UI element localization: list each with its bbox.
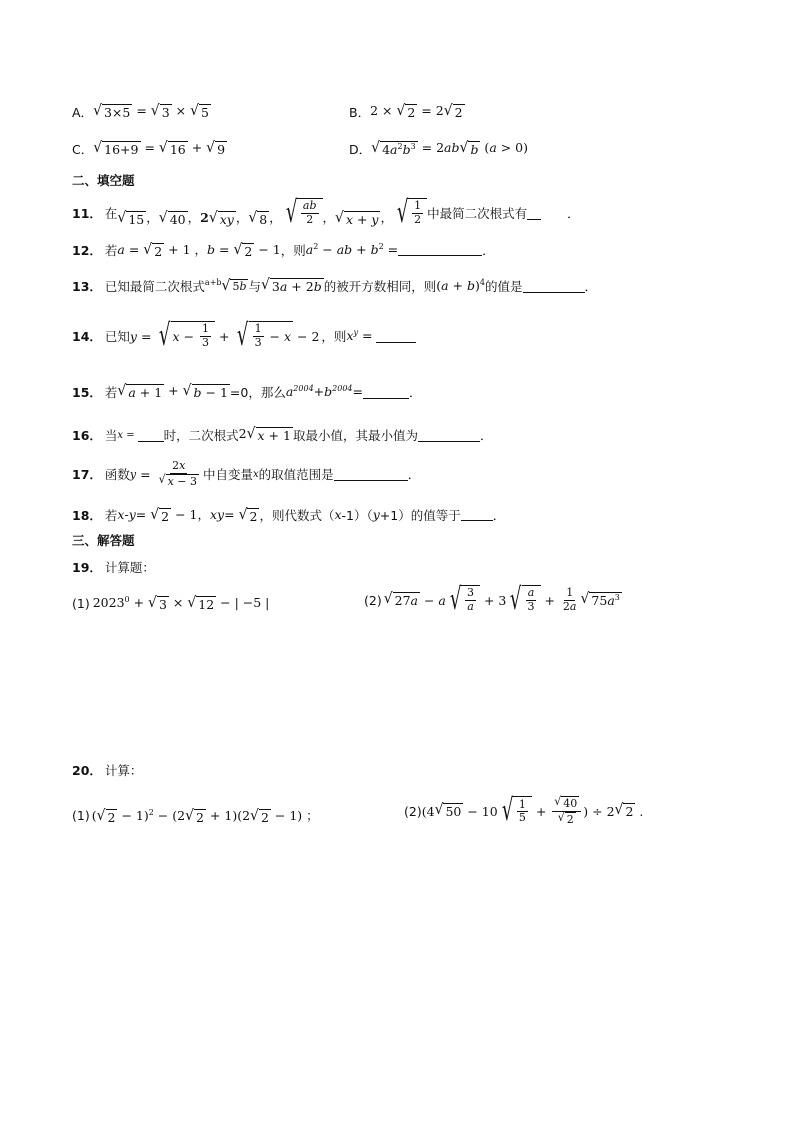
q13-formula-1: $^{a+b}$ √ 5b <box>204 277 247 295</box>
q14-answer-blank[interactable] <box>376 330 416 343</box>
q12-formula-2: $a^2$ − ab + $b^2$ = <box>305 242 399 258</box>
option-c-formula: √ 16+9 = √ 16 + √ 9 <box>93 139 226 158</box>
question-13: 13． 已知最简二次根式 $^{a+b}$ √ 5b 与 √ 3a + 2b 的被开方数相同，则 $(a + b)^4$ 的值是 ． <box>72 276 598 295</box>
q20-formula-2: (4 √ 50 − 10 √ $\frac{1}{5}$ + √ 40 √ 2 ) ÷ 2 √ 2 . <box>421 793 644 829</box>
option-b-label: B． <box>349 105 371 120</box>
question-20-part-2: (2) (4 √ 50 − 10 √ $\frac{1}{5}$ + √ 40 √ 2 ) ÷ 2 √ 2 . <box>404 793 644 829</box>
question-16: 16． 当 x = 时，二次根式 2 √ x + 1 取最小值，其最小值为 ． <box>72 425 493 444</box>
section-fill-title: 二、填空题 <box>72 173 135 188</box>
section-answer-title: 三、解答题 <box>72 533 135 548</box>
option-b <box>349 103 465 121</box>
q18-formula: x-y= √ 2 − 1，xy= √ 2 <box>117 506 258 524</box>
q17-var: x <box>253 468 259 480</box>
option-a <box>72 103 211 121</box>
q15-formula-2: $a^{2004}+b^{2004}=$ <box>285 384 363 400</box>
question-19-part-1: (1) $2023^0$ + √ 3 × √ 12 − | −5 | <box>72 594 270 613</box>
q19-formula-2: √ 27a − a √ $\frac{3}{a}$ + 3 √ $\frac{a}{3}$ + $\frac{1}{2a}$ √ $75a^3$ <box>383 582 620 617</box>
q16-answer-blank-1[interactable] <box>138 429 164 442</box>
option-c-label: C． <box>72 142 94 157</box>
q18-answer-blank[interactable] <box>461 508 493 521</box>
q19-formula-1: $2023^0$ + √ 3 × √ 12 − | −5 | <box>92 594 270 613</box>
q17-answer-blank[interactable] <box>334 468 408 481</box>
q14-formula: y = √ x − $\frac{1}{3}$ + √ $\frac{1}{3}$ − x − 2 <box>129 318 320 353</box>
option-d-label: D． <box>349 142 372 157</box>
option-c <box>72 140 227 158</box>
q15-answer-blank[interactable] <box>363 386 409 399</box>
option-b-formula: 2 × √ 2 = 2 √ 2 <box>370 102 463 121</box>
q11-formula: √ 15 ， √ 40 ，2 √ xy ， √ 8 ， √ $\frac{ab}{2}$ ， √ x + y ， √ $\frac{1}{2}$ <box>117 198 427 228</box>
q16-formula: 2 √ x + 1 <box>238 425 291 444</box>
q16-var: x = <box>117 429 135 441</box>
question-17: 17． 函数 y = 2x √ x − 3 中自变量 x 的取值范围是 ． <box>72 459 421 488</box>
q13-formula-3: $(a + b)^4$ <box>436 278 485 294</box>
q20-formula-1: ( √ 2 − 1)$^2$ − (2 √ 2 + 1)(2 √ 2 − 1) ； <box>91 807 319 825</box>
option-d <box>349 140 528 158</box>
q12-formula-1: a = √ 2 + 1 ，b = √ 2 − 1 <box>117 241 281 259</box>
question-14: 14． 已知 y = √ x − $\frac{1}{3}$ + √ $\frac{1}{3}$ − x − 2 ，则 $x^y$ = <box>72 321 416 351</box>
q17-formula: y = 2x √ x − 3 <box>129 459 198 488</box>
question-20-title: 20． 计算： <box>72 763 143 778</box>
question-19-part-2: (2) √ 27a − a √ $\frac{3}{a}$ + 3 √ $\frac{a}{3}$ + $\frac{1}{2a}$ √ $75a^3$ <box>364 582 620 617</box>
q13-formula-2: √ 3a + 2b <box>261 276 322 295</box>
q16-answer-blank-2[interactable] <box>418 429 480 442</box>
question-15: 15． 若 √ a + 1 + √ b − 1 =0，那么 $a^{2004}+b^{2004}=$ ． <box>72 382 422 401</box>
question-18: 18． 若 x-y= √ 2 − 1，xy= √ 2 ，则代数式（ x -1）（ y +1）的值等于 ． <box>72 506 506 524</box>
q14-formula-2: $x^y$ = <box>346 328 377 344</box>
question-12: 12． 若 a = √ 2 + 1 ，b = √ 2 − 1 ，则 $a^2$ − ab + $b^2$ = ． <box>72 241 495 259</box>
q11-answer-blank[interactable] <box>527 207 541 220</box>
question-19-title: 19． 计算题： <box>72 560 155 575</box>
question-11: 11． 在 √ 15 ， √ 40 ，2 √ xy ， √ 8 ， √ $\frac{ab}{2}$ ， √ x + y ， √ $\frac{1}{2}$ 中最简二次根式有 ． <box>72 195 580 230</box>
q13-answer-blank[interactable] <box>523 280 585 293</box>
q12-answer-blank[interactable] <box>398 243 482 256</box>
option-a-formula: √ 3×5 = √ 3 × √ 5 <box>93 102 209 121</box>
question-20-part-1: (1) ( √ 2 − 1)$^2$ − (2 √ 2 + 1)(2 √ 2 − 1) ； <box>72 807 319 825</box>
option-a-label: A． <box>72 105 94 120</box>
q15-formula: √ a + 1 + √ b − 1 <box>117 382 228 401</box>
option-d-formula: √ $4a^2b^3$ = 2ab √ b (a > 0) <box>371 139 529 158</box>
